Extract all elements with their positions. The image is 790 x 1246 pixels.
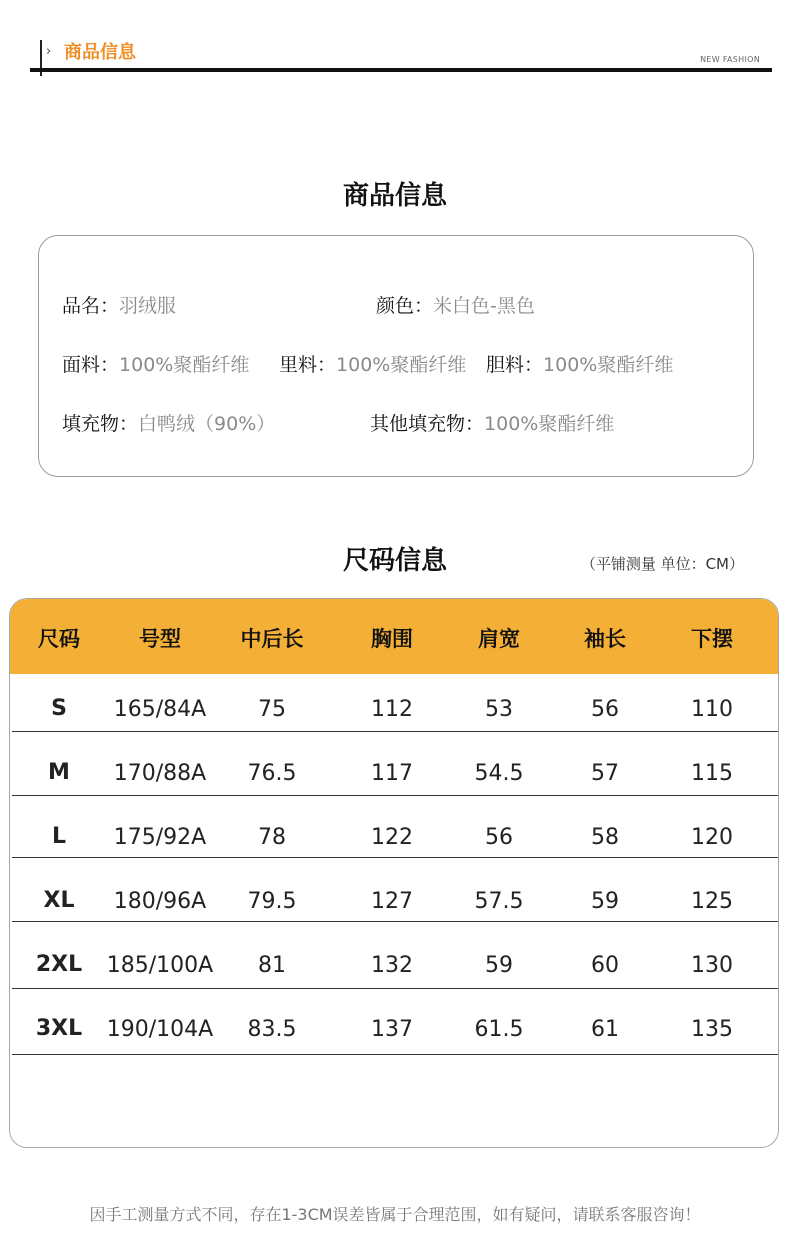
table-cell: 180/96A	[113, 889, 207, 914]
info-label: 品名：	[62, 295, 120, 317]
size-label: XL	[43, 888, 75, 913]
table-cell: 117	[371, 761, 413, 786]
header-col-shoulder: 肩宽	[478, 627, 520, 651]
info-value: 羽绒服	[119, 295, 177, 317]
table-cell: 57.5	[474, 889, 524, 914]
row-divider	[12, 1054, 778, 1055]
table-cell: 165/84A	[113, 697, 207, 722]
size-label: M	[48, 760, 70, 785]
size-table-header	[10, 599, 778, 674]
info-value: 100%聚酯纤维	[119, 354, 250, 376]
info-value: 100%聚酯纤维	[336, 354, 467, 376]
table-cell: 83.5	[247, 1017, 297, 1042]
table-cell: 185/100A	[106, 953, 214, 978]
info-value: 白鸭绒（90%）	[138, 413, 276, 435]
info-value: 米白色-黑色	[433, 295, 535, 317]
header-col-length: 中后长	[240, 627, 304, 651]
table-row	[10, 871, 778, 935]
size-label: S	[51, 696, 67, 721]
table-cell: 170/88A	[113, 761, 207, 786]
table-row	[10, 807, 778, 871]
row-divider	[12, 731, 778, 732]
info-label: 胆料：	[486, 354, 544, 376]
header-col-size: 尺码	[38, 627, 80, 651]
size-table	[9, 598, 779, 1148]
table-cell: 58	[591, 825, 619, 850]
header-col-hem: 下摆	[691, 627, 733, 651]
table-cell: 61.5	[474, 1017, 524, 1042]
table-cell: 132	[371, 953, 413, 978]
size-label: 2XL	[35, 952, 83, 977]
table-cell: 175/92A	[113, 825, 207, 850]
row-divider	[12, 921, 778, 922]
info-label: 颜色：	[376, 295, 434, 317]
table-cell: 60	[591, 953, 619, 978]
table-row	[10, 679, 778, 743]
table-row	[10, 935, 778, 999]
table-cell: 112	[371, 697, 413, 722]
header-col-model: 号型	[139, 627, 181, 651]
info-value: 100%聚酯纤维	[543, 354, 674, 376]
table-cell: 78	[258, 825, 286, 850]
row-divider	[12, 857, 778, 858]
header-title: 商品信息	[64, 42, 136, 63]
chevron-right-icon: ›	[46, 44, 52, 59]
info-value: 100%聚酯纤维	[484, 413, 615, 435]
footer-note: 因手工测量方式不同，存在1-3CM误差皆属于合理范围，如有疑问，请联系客服咨询！	[89, 1205, 701, 1224]
table-cell: 127	[371, 889, 413, 914]
table-cell: 122	[371, 825, 413, 850]
header-col-chest: 胸围	[371, 627, 413, 651]
info-item-other-filling	[370, 409, 614, 436]
table-cell: 53	[485, 697, 513, 722]
table-cell: 54.5	[474, 761, 524, 786]
product-info-title: 商品信息	[342, 181, 447, 211]
table-cell: 75	[258, 697, 286, 722]
row-divider	[12, 795, 778, 796]
info-item-color	[376, 291, 535, 318]
header-col-sleeve: 袖长	[584, 627, 626, 651]
section-header	[0, 0, 790, 90]
table-cell: 56	[591, 697, 619, 722]
info-item-fabric	[62, 350, 249, 377]
table-cell: 56	[485, 825, 513, 850]
info-item-inner	[486, 350, 673, 377]
table-row	[10, 743, 778, 807]
size-label: 3XL	[35, 1016, 83, 1041]
table-cell: 81	[258, 953, 286, 978]
table-cell: 57	[591, 761, 619, 786]
size-label: L	[51, 824, 67, 849]
info-item-filling	[62, 409, 275, 436]
info-label: 其他填充物：	[370, 413, 485, 435]
table-cell: 59	[485, 953, 513, 978]
info-item-name	[62, 291, 176, 318]
info-item-lining	[279, 350, 466, 377]
product-info-box	[38, 235, 754, 477]
table-cell: 61	[591, 1017, 619, 1042]
header-divider	[30, 68, 772, 72]
table-cell: 135	[691, 1017, 733, 1042]
table-cell: 125	[691, 889, 733, 914]
info-label: 里料：	[279, 354, 337, 376]
table-cell: 190/104A	[106, 1017, 214, 1042]
table-cell: 59	[591, 889, 619, 914]
table-cell: 115	[691, 761, 733, 786]
table-cell: 120	[691, 825, 733, 850]
table-cell: 137	[371, 1017, 413, 1042]
header-brand: NEW FASHION	[700, 55, 760, 64]
size-measure-note: （平铺测量 单位：CM）	[580, 555, 744, 573]
table-cell: 130	[691, 953, 733, 978]
table-cell: 79.5	[247, 889, 297, 914]
table-cell: 76.5	[247, 761, 297, 786]
row-divider	[12, 988, 778, 989]
info-label: 面料：	[62, 354, 120, 376]
table-cell: 110	[691, 697, 733, 722]
size-info-title: 尺码信息	[342, 546, 447, 576]
info-label: 填充物：	[62, 413, 139, 435]
